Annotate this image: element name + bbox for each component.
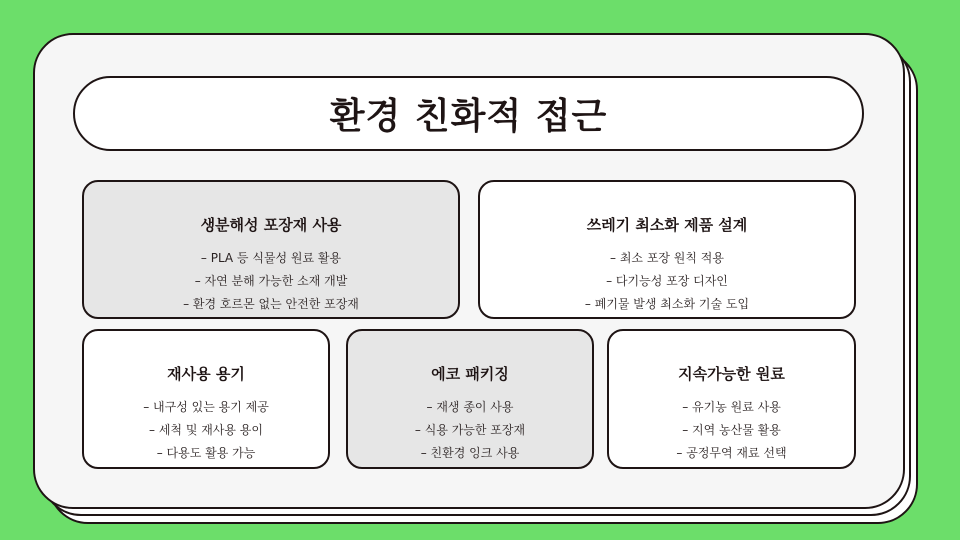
card-title: 생분해성 포장재 사용 bbox=[200, 216, 342, 234]
list-item: – 지역 농산물 활용 bbox=[682, 423, 781, 437]
card-reusable-containers bbox=[82, 329, 330, 469]
list-item: – 최소 포장 원칙 적용 bbox=[610, 251, 724, 265]
list-item: – 유기농 원료 사용 bbox=[682, 400, 781, 414]
card-eco-packaging bbox=[346, 329, 594, 469]
card-title: 지속가능한 원료 bbox=[678, 365, 785, 383]
list-item: – 다기능성 포장 디자인 bbox=[606, 274, 728, 288]
card-biodegradable-packaging bbox=[82, 180, 460, 319]
list-item: – 공정무역 재료 선택 bbox=[676, 446, 787, 460]
card-list bbox=[183, 247, 359, 316]
card-waste-minimization bbox=[478, 180, 856, 319]
list-item: – PLA 등 식물성 원료 활용 bbox=[200, 251, 342, 265]
card-sustainable-materials bbox=[607, 329, 856, 469]
card-list bbox=[585, 247, 749, 316]
card-list bbox=[143, 396, 269, 465]
list-item: – 폐기물 발생 최소화 기술 도입 bbox=[584, 297, 750, 311]
page-title: 환경 친화적 접근 bbox=[329, 96, 608, 137]
card-list bbox=[415, 396, 525, 465]
list-item: – 세척 및 재사용 용이 bbox=[149, 423, 263, 437]
card-title: 쓰레기 최소화 제품 설계 bbox=[586, 216, 748, 234]
list-item: – 내구성 있는 용기 제공 bbox=[143, 400, 269, 414]
list-item: – 식용 가능한 포장재 bbox=[414, 423, 526, 437]
card-title: 재사용 용기 bbox=[167, 365, 245, 383]
list-item: – 자연 분해 가능한 소재 개발 bbox=[194, 274, 348, 288]
list-item: – 환경 호르몬 없는 안전한 포장재 bbox=[183, 297, 359, 311]
list-item: – 다용도 활용 가능 bbox=[156, 446, 256, 460]
card-list bbox=[676, 396, 786, 465]
title-banner bbox=[73, 76, 864, 151]
list-item: – 친환경 잉크 사용 bbox=[420, 446, 520, 460]
list-item: – 재생 종이 사용 bbox=[426, 400, 514, 414]
card-title: 에코 패키징 bbox=[431, 365, 509, 383]
